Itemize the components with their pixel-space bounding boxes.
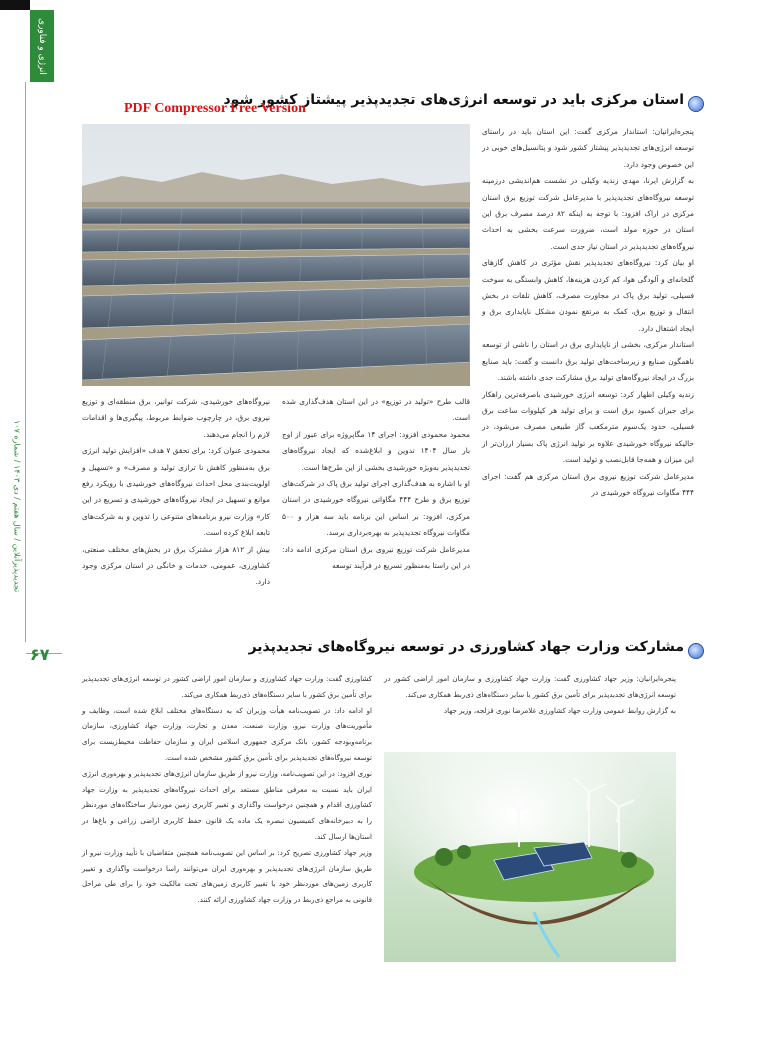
article1-column-left [82,394,270,591]
paragraph: استاندار مرکزی، بخشی از ناپایداری برق در استان را ناشی از توسعه ناهمگون صنایع و زیرساخت‌های تولید برق دانست و گفت: باید صنایع بزرگ در ایجاد نیروگاه‌های تولید برق مشارکت جدی داشته باشند. [482,340,694,383]
paragraph: مدیرعامل شرکت توزیع نیروی برق استان مرکزی هم گفت: اجرای ۴۴۴ مگاوات نیروگاه خورشیدی در [482,471,694,497]
paragraph: نوری افزود: در این تصویب‌نامه، وزارت نیرو از طریق سازمان انرژی‌های تجدیدپذیر و بهره‌وری انرژی ایران باید نسبت به معرفی مناطق مستعد برای احداث نیروگاه‌های تجدیدپذیر به وزارت جهاد کشاورزی اقدام و همچنین درخواست واگذاری و تغییر کاربری زمین موردنیاز ساختگاه‌های موردنظر را به دبیرخانه‌های کمیسیون تبصره یک ماده یک قانون حفظ کاربری اراضی زراعی و باغ‌ها در استان‌ها ارسال کند. [82,769,372,841]
article1-title: استان مرکزی باید در توسعه انرژی‌های تجدیدپذیر پیشتاز کشور شود [223,92,684,108]
paragraph: بیش از ۸۱۲ هزار مشترک برق در بخش‌های مختلف صنعتی، کشاورزی، عمومی، خدمات و خانگی در استان مرکزی وجود دارد. [82,544,270,587]
paragraph: نیروگاه‌های خورشیدی، شرکت توانیر، برق منطقه‌ای و توزیع نیروی برق، در چارچوب ضوابط مربوط، پیگیری‌ها و اقدامات لازم را انجام می‌دهند. [82,397,270,439]
paragraph: او ادامه داد: در تصویب‌نامه هیأت وزیران که به دستگاه‌های مختلف ابلاغ شده است، وظایف و مأموریت‌های وزارت نیرو، وزارت صنعت، معدن و تجارت، وزارت جهاد کشاورزی، سازمان برنامه‌وبودجه کشور، بانک مرکزی جمهوری اسلامی ایران و سازمان حفاظت محیط‌زیست برای توسعه نیروگاه‌های تجدیدپذیر برای تأمین برق کشور مشخص شده است. [82,706,372,762]
solar-farm-photo [82,124,470,386]
paragraph: پنجره‌ایرانیان: استاندار مرکزی گفت: این استان باید در راستای توسعه انرژی‌های تجدیدپذیر پیشتاز کشور شود و پتانسیل‌های خوبی در این خصوص وجود دارد. [482,127,694,169]
paragraph: محمود محمودی افزود: اجرای ۱۴ مگاپروژه برای عبور از اوج بار سال ۱۴۰۴ تدوین و ابلاغ‌شده که ایجاد نیروگاه‌های تجدیدپذیر به‌ویژه خورشیدی بخشی از این طرح‌ها است. [282,429,470,472]
headline-bullet-icon [688,643,704,659]
renewable-energy-illustration [384,752,676,962]
section-tab-label: انرژی و فناوری [37,17,47,75]
paragraph: زندیه وکیلی اظهار کرد: توسعه انرژی خورشیدی باصرفه‌ترین راهکار برای جبران کمبود برق است و برای تولید هر کیلووات ساعت برق فسیلی، حدود یک‌سوم مترمکعب گاز طبیعی مصرف می‌شود، در حالیکه نیروگاه خورشیدی علاوه بر تولید انرژی پاک بسیار ارزان‌تر از این میزان و همه‌جا قابل‌نصب و تولید است. [482,389,694,465]
paragraph: مدیرعامل شرکت توزیع نیروی برق استان مرکزی ادامه داد: در این راستا به‌منظور تسریع در فرآیند توسعه [282,544,470,571]
article2-column-left [82,672,372,909]
paragraph: محمودی عنوان کرد: برای تحقق ۷ هدف «افزایش تولید انرژی برق به‌منظور کاهش نا ترازی تولید و مصرف» و «تسهیل و اولویت‌بندی محل احداث نیروگاه‌های خورشیدی با رویکرد رفع موانع و تسهیل در ایجاد نیروگاه‌های خورشیدی و تسریع در این کار» وزارت نیرو برنامه‌های متنوعی را تدوین و به شرکت‌های تابعه ابلاغ کرده است. [82,446,270,538]
paragraph: او بیان کرد: نیروگاه‌های تجدیدپذیر نقش مؤثری در کاهش گازهای گلخانه‌ای و آلودگی هوا، کم کردن هزینه‌ها، کاهش وابستگی به سوخت فسیلی، تولید برق پاک در مجاورت مصرف، کاهش تلفات در بخش انتقال و توزیع برق، کمک به مرتفع نمودن مشکل ناپایداری برق و ایجاد اشتغال دارد. [482,258,694,333]
paragraph: پنجره‌ایرانیان: وزیر جهاد کشاورزی گفت: وزارت جهاد کشاورزی و سازمان امور اراضی کشور در توسعه انرژی‌های تجدیدپذیر برای تأمین برق کشور با سایر دستگاه‌های ذی‌ربط همکاری می‌کند. [384,675,676,699]
article1-column-right [482,124,694,501]
page-number: ۶۷ [30,645,50,664]
corner-bar [0,0,30,10]
pdf-watermark: PDF Compressor Free Version [124,101,306,116]
paragraph: به گزارش ایرنا، مهدی زندیه وکیلی در نشست هم‌اندیشی درزمینه توسعه نیروگاه‌های تجدیدپذیر با مدیرعامل شرکت توزیع برق استان مرکزی در اراک افزود: با توجه به اینکه ۸۲ درصد مصرف برق این استان در حوزه مولد است، ضرورت سرعت بخشی به احداث نیروگاه‌های تجدیدپذیر در استان نیاز جدی است. [482,176,695,251]
paragraph: قالب طرح «تولید در توزیع» در این استان هدف‌گذاری شده است. [282,397,470,423]
paragraph: کشاورزی گفت: وزارت جهاد کشاورزی و سازمان امور اراضی کشور در توسعه انرژی‌های تجدیدپذیر برای تأمین برق کشور با سایر دستگاه‌های ذی‌ربط همکاری می‌کند. [82,675,372,699]
paragraph: او با اشاره به هدف‌گذاری اجرای تولید برق پاک در شرکت‌های توزیع برق و طرح ۴۴۴ مگاواتی نیروگاه خورشیدی در استان مرکزی، افزود: بر اساس این برنامه باید سه هزار و ۵۰۰ مگاوات نیروگاه تجدیدپذیر به بهره‌برداری برسد. [282,479,470,538]
article2-column-right [384,672,676,719]
paragraph: وزیر جهاد کشاورزی تصریح کرد: بر اساس این تصویب‌نامه همچنین متقاضیان با تأیید وزارت نیرو از طریق سازمان انرژی‌های تجدیدپذیر و بهره‌وری ایران می‌توانند راسا درخواست واگذاری و تغییر کاربری زمین‌های موردنظر خود یا تغییر کاربری زمین‌های تحت مالکیت خود را برای طی مراحل قانونی به مراجع ذی‌ربط در وزارت جهاد کشاورزی ارائه کنند. [82,848,372,905]
article1-column-middle [282,394,470,574]
headline-bullet-icon [688,96,704,112]
article2-title: مشارکت وزارت جهاد کشاورزی در توسعه نیروگاه‌های تجدیدپذیر [248,639,684,655]
issue-meta: تجدیدپذیرآنلاین / سال هفتم / دی ۱۴۰۳ / شماره ۱۰۷ [12,420,22,593]
paragraph: به گزارش روابط عمومی وزارت جهاد کشاورزی غلامرضا نوری قزلجه، وزیر جهاد [444,706,676,715]
